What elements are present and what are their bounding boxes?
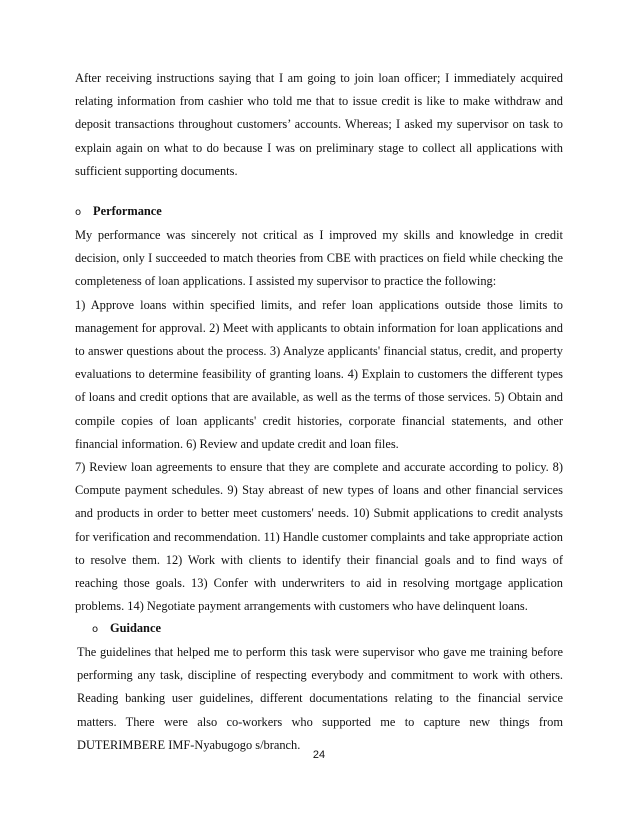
performance-bullet-icon: o <box>75 207 82 218</box>
guidance-heading-row <box>92 617 580 641</box>
performance-heading-text: Performance <box>93 204 162 218</box>
performance-section <box>75 224 563 618</box>
guidance-bullet-icon: o <box>92 624 99 635</box>
performance-duties-continued-paragraph: 7) Review loan agreements to ensure that they are complete and accurate according to policy. 8) Compute payment schedules. 9) Stay abreast of new types of loans and other financial services and products in order to better meet customers' needs. 10) Submit applications to credit analysts for verification and recommendation. 11) Handle customer complaints and take appropriate action to resolve them. 12) Work with clients to identify their financial goals and to find ways of reaching those goals. 13) Confer with underwriters to aid in resolving mortgage application problems. 14) Negotiate payment arrangements with customers who have delinquent loans. <box>75 460 563 614</box>
guidance-section <box>77 641 563 757</box>
performance-heading <box>75 200 563 224</box>
performance-duties-paragraph: 1) Approve loans within specified limits, and refer loan applications outside those limits to management for approval. 2) Meet with applicants to obtain information for loan applications and to answer questions about the process. 3) Analyze applicants' financial status, credit, and property evaluations to determine feasibility of granting loans. 4) Explain to customers the different types of loans and credit options that are available, as well as the terms of those services. 5) Obtain and compile copies of loan applicants' credit histories, corporate financial statements, and other financial information. 6) Review and update credit and loan files. <box>75 297 563 451</box>
intro-section <box>75 67 563 183</box>
performance-heading-row <box>75 200 563 224</box>
guidance-paragraph: The guidelines that helped me to perform this task were supervisor who gave me training before performing any task, discipline of respecting everybody and commitment to work with others. Reading banking user guidelines, different documentations relating to the financial service matters. There were also co-workers who supported me to capture new things from DUTERIMBERE IMF-Nyabugogo s/branch. <box>77 645 563 752</box>
performance-paragraph: My performance was sincerely not critical as I improved my skills and knowledge in credit decision, only I succeeded to match theories from CBE with practices on field while checking the completeness of loan applications. I assisted my supervisor to practice the following: <box>75 228 563 289</box>
intro-paragraph: After receiving instructions saying that I am going to join loan officer; I immediately acquired relating information from cashier who told me that to issue credit is like to make withdraw and deposit transactions throughout customers’ accounts. Whereas; I asked my supervisor on task to explain again on what to do because I was on preliminary stage to collect all applications with sufficient supporting documents. <box>75 71 563 178</box>
guidance-heading-text: Guidance <box>110 621 161 635</box>
page-number: 24 <box>312 749 326 761</box>
guidance-heading <box>92 617 580 641</box>
